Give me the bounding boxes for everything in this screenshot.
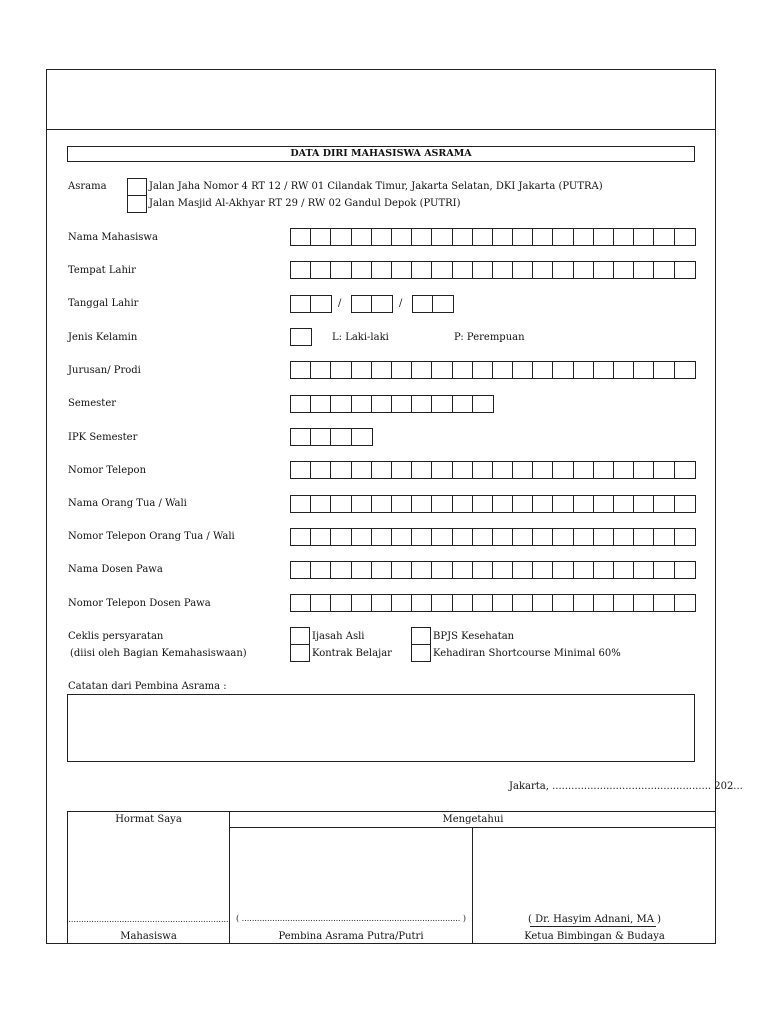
char-cell[interactable] bbox=[594, 529, 614, 545]
char-cell[interactable] bbox=[614, 262, 634, 278]
char-cell[interactable] bbox=[493, 595, 513, 611]
char-cell[interactable] bbox=[574, 496, 594, 512]
requirements-sublabel: (diisi oleh Bagian Kemahasiswaan) bbox=[70, 648, 247, 659]
char-cell[interactable] bbox=[493, 362, 513, 378]
char-cell[interactable] bbox=[392, 362, 412, 378]
char-cell[interactable] bbox=[432, 529, 452, 545]
header-box bbox=[46, 69, 716, 130]
tanggal-lahir-label: Tanggal Lahir bbox=[68, 298, 139, 309]
sig-divider-2 bbox=[472, 827, 473, 944]
notes-label: Catatan dari Pembina Asrama : bbox=[68, 681, 227, 692]
hormat-saya-heading: Hormat Saya bbox=[115, 814, 182, 825]
sig-divider-1 bbox=[229, 811, 230, 944]
tempat-lahir-input[interactable] bbox=[290, 261, 696, 279]
char-cell[interactable] bbox=[291, 362, 311, 378]
char-cell[interactable] bbox=[291, 396, 311, 412]
date-separator-1: / bbox=[338, 298, 342, 309]
sig-header-divider bbox=[229, 827, 716, 828]
char-cell[interactable] bbox=[634, 595, 654, 611]
asrama-putra-label: Jalan Jaha Nomor 4 RT 12 / RW 01 Cilandak Timur, Jakarta Selatan, DKI Jakarta (PUTRA) bbox=[149, 181, 603, 192]
char-cell[interactable] bbox=[513, 262, 533, 278]
req-bpjs-label: BPJS Kesehatan bbox=[433, 631, 515, 642]
char-cell[interactable] bbox=[493, 496, 513, 512]
char-cell[interactable] bbox=[533, 496, 553, 512]
char-cell[interactable] bbox=[574, 462, 594, 478]
char-cell[interactable] bbox=[311, 496, 331, 512]
char-cell[interactable] bbox=[675, 462, 695, 478]
head-name-underline bbox=[530, 926, 656, 927]
char-cell[interactable] bbox=[291, 296, 311, 312]
char-cell[interactable] bbox=[291, 595, 311, 611]
char-cell[interactable] bbox=[473, 262, 493, 278]
char-cell[interactable] bbox=[372, 462, 392, 478]
char-cell[interactable] bbox=[352, 462, 372, 478]
char-cell[interactable] bbox=[614, 362, 634, 378]
char-cell[interactable] bbox=[553, 529, 573, 545]
char-cell[interactable] bbox=[594, 362, 614, 378]
char-cell[interactable] bbox=[594, 562, 614, 578]
char-cell[interactable] bbox=[654, 529, 674, 545]
char-cell[interactable] bbox=[513, 229, 533, 245]
nama-ortu-input[interactable] bbox=[290, 495, 696, 513]
head-signature-name: ( Dr. Hasyim Adnani, MA ) bbox=[527, 914, 662, 925]
char-cell[interactable] bbox=[432, 462, 452, 478]
char-cell[interactable] bbox=[553, 362, 573, 378]
char-cell[interactable] bbox=[533, 229, 553, 245]
char-cell[interactable] bbox=[392, 529, 412, 545]
char-cell[interactable] bbox=[372, 562, 392, 578]
char-cell[interactable] bbox=[473, 595, 493, 611]
char-cell[interactable] bbox=[533, 562, 553, 578]
char-cell[interactable] bbox=[291, 262, 311, 278]
char-cell[interactable] bbox=[291, 429, 311, 445]
nama-dosen-label: Nama Dosen Pawa bbox=[68, 564, 163, 575]
char-cell[interactable] bbox=[311, 262, 331, 278]
char-cell[interactable] bbox=[331, 496, 351, 512]
char-cell[interactable] bbox=[352, 396, 372, 412]
char-cell[interactable] bbox=[553, 595, 573, 611]
char-cell[interactable] bbox=[392, 262, 412, 278]
char-cell[interactable] bbox=[352, 262, 372, 278]
head-role: Ketua Bimbingan & Budaya bbox=[524, 931, 665, 942]
char-cell[interactable] bbox=[291, 329, 311, 345]
char-cell[interactable] bbox=[352, 595, 372, 611]
char-cell[interactable] bbox=[614, 496, 634, 512]
char-cell[interactable] bbox=[433, 296, 453, 312]
tempat-lahir-label: Tempat Lahir bbox=[68, 265, 136, 276]
gender-female-hint: P: Perempuan bbox=[454, 332, 525, 343]
char-cell[interactable] bbox=[513, 362, 533, 378]
char-cell[interactable] bbox=[634, 262, 654, 278]
char-cell[interactable] bbox=[634, 496, 654, 512]
char-cell[interactable] bbox=[331, 362, 351, 378]
char-cell[interactable] bbox=[413, 296, 433, 312]
char-cell[interactable] bbox=[574, 595, 594, 611]
char-cell[interactable] bbox=[654, 262, 674, 278]
char-cell[interactable] bbox=[311, 362, 331, 378]
char-cell[interactable] bbox=[513, 462, 533, 478]
jenis-kelamin-input[interactable] bbox=[290, 328, 312, 346]
char-cell[interactable] bbox=[372, 262, 392, 278]
ipk-input[interactable] bbox=[290, 428, 373, 446]
char-cell[interactable] bbox=[453, 462, 473, 478]
char-cell[interactable] bbox=[291, 462, 311, 478]
char-cell[interactable] bbox=[493, 562, 513, 578]
char-cell[interactable] bbox=[453, 595, 473, 611]
gender-male-hint: L: Laki-laki bbox=[332, 332, 389, 343]
char-cell[interactable] bbox=[533, 595, 553, 611]
char-cell[interactable] bbox=[654, 496, 674, 512]
char-cell[interactable] bbox=[553, 462, 573, 478]
student-role: Mahasiswa bbox=[120, 931, 177, 942]
char-cell[interactable] bbox=[412, 595, 432, 611]
char-cell[interactable] bbox=[614, 562, 634, 578]
mengetahui-heading: Mengetahui bbox=[442, 814, 504, 825]
char-cell[interactable] bbox=[352, 429, 372, 445]
nama-dosen-input[interactable] bbox=[290, 561, 696, 579]
char-cell[interactable] bbox=[432, 362, 452, 378]
char-cell[interactable] bbox=[372, 595, 392, 611]
char-cell[interactable] bbox=[594, 262, 614, 278]
char-cell[interactable] bbox=[493, 262, 513, 278]
char-cell[interactable] bbox=[533, 262, 553, 278]
char-cell[interactable] bbox=[372, 362, 392, 378]
form-title: DATA DIRI MAHASISWA ASRAMA bbox=[67, 146, 695, 162]
char-cell[interactable] bbox=[473, 462, 493, 478]
jurusan-label: Jurusan/ Prodi bbox=[68, 365, 141, 376]
telepon-dosen-label: Nomor Telepon Dosen Pawa bbox=[68, 598, 211, 609]
char-cell[interactable] bbox=[513, 529, 533, 545]
char-cell[interactable] bbox=[412, 529, 432, 545]
char-cell[interactable] bbox=[654, 562, 674, 578]
jenis-kelamin-label: Jenis Kelamin bbox=[68, 332, 138, 343]
char-cell[interactable] bbox=[412, 496, 432, 512]
nama-mahasiswa-input[interactable] bbox=[290, 228, 696, 246]
char-cell[interactable] bbox=[453, 362, 473, 378]
char-cell[interactable] bbox=[453, 529, 473, 545]
semester-input[interactable] bbox=[290, 395, 494, 413]
char-cell[interactable] bbox=[331, 562, 351, 578]
char-cell[interactable] bbox=[331, 595, 351, 611]
ipk-label: IPK Semester bbox=[68, 432, 138, 443]
asrama-putri-checkbox[interactable] bbox=[127, 195, 147, 213]
char-cell[interactable] bbox=[675, 362, 695, 378]
char-cell[interactable] bbox=[513, 496, 533, 512]
char-cell[interactable] bbox=[291, 529, 311, 545]
req-shortcourse-label: Kehadiran Shortcourse Minimal 60% bbox=[433, 648, 621, 659]
telepon-ortu-label: Nomor Telepon Orang Tua / Wali bbox=[68, 531, 235, 542]
char-cell[interactable] bbox=[412, 562, 432, 578]
char-cell[interactable] bbox=[331, 229, 351, 245]
place-date: Jakarta, .................................................. 202... bbox=[509, 781, 743, 792]
char-cell[interactable] bbox=[412, 262, 432, 278]
char-cell[interactable] bbox=[453, 496, 473, 512]
char-cell[interactable] bbox=[412, 396, 432, 412]
char-cell[interactable] bbox=[352, 296, 372, 312]
char-cell[interactable] bbox=[654, 462, 674, 478]
char-cell[interactable] bbox=[392, 462, 412, 478]
req-bpjs-checkbox[interactable] bbox=[411, 627, 431, 645]
char-cell[interactable] bbox=[594, 229, 614, 245]
char-cell[interactable] bbox=[553, 262, 573, 278]
req-kontrak-checkbox[interactable] bbox=[290, 644, 310, 662]
semester-label: Semester bbox=[68, 398, 117, 409]
char-cell[interactable] bbox=[432, 229, 452, 245]
char-cell[interactable] bbox=[574, 262, 594, 278]
char-cell[interactable] bbox=[654, 229, 674, 245]
char-cell[interactable] bbox=[453, 396, 473, 412]
char-cell[interactable] bbox=[553, 229, 573, 245]
char-cell[interactable] bbox=[331, 462, 351, 478]
char-cell[interactable] bbox=[412, 362, 432, 378]
char-cell[interactable] bbox=[634, 462, 654, 478]
char-cell[interactable] bbox=[533, 462, 553, 478]
char-cell[interactable] bbox=[291, 496, 311, 512]
char-cell[interactable] bbox=[352, 496, 372, 512]
char-cell[interactable] bbox=[432, 595, 452, 611]
student-signature-line: ............................................................... bbox=[68, 915, 229, 924]
nama-mahasiswa-label: Nama Mahasiswa bbox=[68, 232, 158, 243]
char-cell[interactable] bbox=[675, 529, 695, 545]
char-cell[interactable] bbox=[311, 529, 331, 545]
nama-ortu-label: Nama Orang Tua / Wali bbox=[68, 498, 187, 509]
req-kontrak-label: Kontrak Belajar bbox=[312, 648, 392, 659]
char-cell[interactable] bbox=[675, 595, 695, 611]
char-cell[interactable] bbox=[331, 529, 351, 545]
char-cell[interactable] bbox=[614, 462, 634, 478]
char-cell[interactable] bbox=[574, 362, 594, 378]
char-cell[interactable] bbox=[331, 396, 351, 412]
char-cell[interactable] bbox=[291, 229, 311, 245]
char-cell[interactable] bbox=[372, 496, 392, 512]
char-cell[interactable] bbox=[614, 529, 634, 545]
tanggal-lahir-month-input[interactable] bbox=[351, 295, 393, 313]
char-cell[interactable] bbox=[675, 496, 695, 512]
char-cell[interactable] bbox=[432, 396, 452, 412]
char-cell[interactable] bbox=[493, 229, 513, 245]
char-cell[interactable] bbox=[331, 262, 351, 278]
telepon-dosen-input[interactable] bbox=[290, 594, 696, 612]
char-cell[interactable] bbox=[432, 562, 452, 578]
char-cell[interactable] bbox=[634, 562, 654, 578]
char-cell[interactable] bbox=[291, 562, 311, 578]
char-cell[interactable] bbox=[432, 262, 452, 278]
char-cell[interactable] bbox=[594, 496, 614, 512]
char-cell[interactable] bbox=[372, 529, 392, 545]
jurusan-input[interactable] bbox=[290, 361, 696, 379]
req-ijasah-label: Ijasah Asli bbox=[312, 631, 365, 642]
char-cell[interactable] bbox=[311, 396, 331, 412]
char-cell[interactable] bbox=[392, 496, 412, 512]
asrama-putra-checkbox[interactable] bbox=[127, 178, 147, 196]
char-cell[interactable] bbox=[453, 229, 473, 245]
char-cell[interactable] bbox=[513, 562, 533, 578]
char-cell[interactable] bbox=[372, 229, 392, 245]
char-cell[interactable] bbox=[311, 562, 331, 578]
char-cell[interactable] bbox=[533, 362, 553, 378]
char-cell[interactable] bbox=[432, 496, 452, 512]
asrama-putri-label: Jalan Masjid Al-Akhyar RT 29 / RW 02 Gandul Depok (PUTRI) bbox=[149, 198, 461, 209]
char-cell[interactable] bbox=[372, 396, 392, 412]
char-cell[interactable] bbox=[392, 562, 412, 578]
char-cell[interactable] bbox=[473, 496, 493, 512]
char-cell[interactable] bbox=[513, 595, 533, 611]
char-cell[interactable] bbox=[311, 296, 331, 312]
char-cell[interactable] bbox=[493, 462, 513, 478]
char-cell[interactable] bbox=[453, 562, 473, 578]
pembina-signature-line: ( ...................................................................................... ) bbox=[235, 914, 467, 923]
char-cell[interactable] bbox=[553, 562, 573, 578]
date-separator-2: / bbox=[399, 298, 403, 309]
char-cell[interactable] bbox=[473, 562, 493, 578]
char-cell[interactable] bbox=[392, 229, 412, 245]
char-cell[interactable] bbox=[473, 529, 493, 545]
char-cell[interactable] bbox=[493, 529, 513, 545]
char-cell[interactable] bbox=[311, 595, 331, 611]
char-cell[interactable] bbox=[654, 362, 674, 378]
char-cell[interactable] bbox=[311, 462, 331, 478]
tanggal-lahir-day-input[interactable] bbox=[290, 295, 332, 313]
nomor-telepon-label: Nomor Telepon bbox=[68, 465, 147, 476]
char-cell[interactable] bbox=[574, 529, 594, 545]
char-cell[interactable] bbox=[412, 462, 432, 478]
char-cell[interactable] bbox=[311, 429, 331, 445]
char-cell[interactable] bbox=[594, 595, 614, 611]
asrama-label: Asrama bbox=[68, 181, 107, 192]
char-cell[interactable] bbox=[311, 229, 331, 245]
char-cell[interactable] bbox=[574, 229, 594, 245]
char-cell[interactable] bbox=[614, 595, 634, 611]
req-ijasah-checkbox[interactable] bbox=[290, 627, 310, 645]
tanggal-lahir-year-input[interactable] bbox=[412, 295, 454, 313]
char-cell[interactable] bbox=[675, 562, 695, 578]
req-shortcourse-checkbox[interactable] bbox=[411, 644, 431, 662]
char-cell[interactable] bbox=[614, 229, 634, 245]
char-cell[interactable] bbox=[352, 529, 372, 545]
requirements-label: Ceklis persyaratan bbox=[68, 631, 164, 642]
char-cell[interactable] bbox=[331, 429, 351, 445]
char-cell[interactable] bbox=[634, 229, 654, 245]
char-cell[interactable] bbox=[473, 229, 493, 245]
char-cell[interactable] bbox=[473, 362, 493, 378]
char-cell[interactable] bbox=[473, 396, 493, 412]
char-cell[interactable] bbox=[412, 229, 432, 245]
char-cell[interactable] bbox=[352, 229, 372, 245]
char-cell[interactable] bbox=[533, 529, 553, 545]
char-cell[interactable] bbox=[574, 562, 594, 578]
char-cell[interactable] bbox=[675, 229, 695, 245]
char-cell[interactable] bbox=[392, 396, 412, 412]
nomor-telepon-input[interactable] bbox=[290, 461, 696, 479]
notes-textarea[interactable] bbox=[67, 694, 695, 762]
char-cell[interactable] bbox=[372, 296, 392, 312]
char-cell[interactable] bbox=[675, 262, 695, 278]
char-cell[interactable] bbox=[634, 529, 654, 545]
char-cell[interactable] bbox=[352, 362, 372, 378]
char-cell[interactable] bbox=[654, 595, 674, 611]
pembina-role: Pembina Asrama Putra/Putri bbox=[278, 931, 424, 942]
char-cell[interactable] bbox=[352, 562, 372, 578]
char-cell[interactable] bbox=[392, 595, 412, 611]
char-cell[interactable] bbox=[634, 362, 654, 378]
char-cell[interactable] bbox=[453, 262, 473, 278]
char-cell[interactable] bbox=[553, 496, 573, 512]
char-cell[interactable] bbox=[594, 462, 614, 478]
telepon-ortu-input[interactable] bbox=[290, 528, 696, 546]
